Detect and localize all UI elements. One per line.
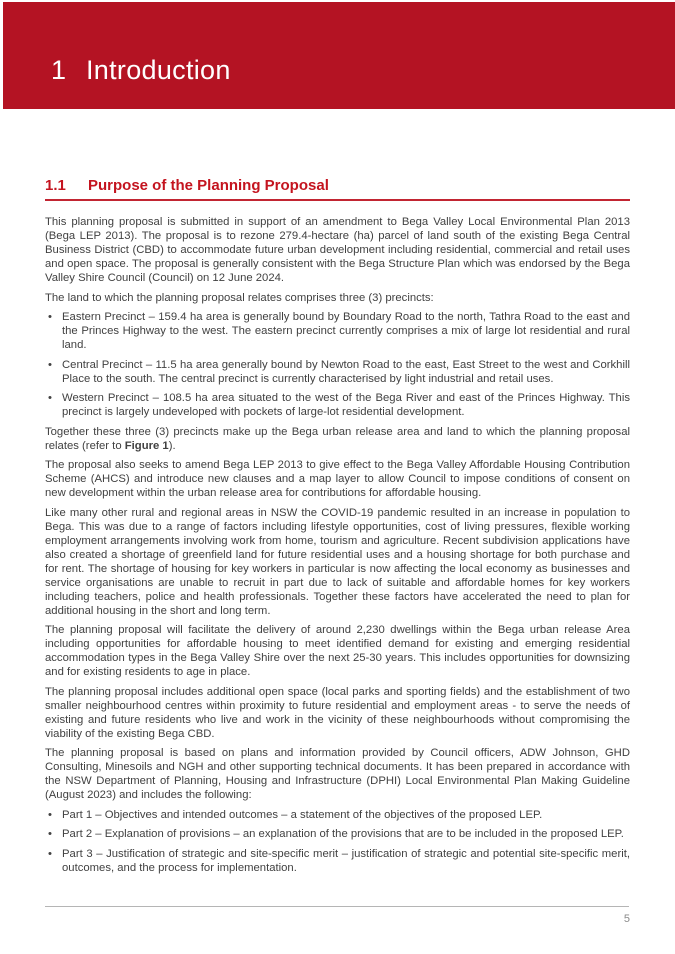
chapter-banner bbox=[3, 2, 675, 109]
list-item-part-1: • Part 1 – Objectives and intended outcomes – a statement of the objectives of the proposed LEP. bbox=[45, 808, 630, 822]
precinct-list bbox=[45, 310, 630, 419]
section-title: Purpose of the Planning Proposal bbox=[88, 177, 329, 194]
list-item-western-precinct: • Western Precinct – 108.5 ha area situated to the west of the Bega River and east of the Princes Highway. This precinct is largely undeveloped with pockets of large-lot residential development. bbox=[45, 391, 630, 419]
list-item-part-3: • Part 3 – Justification of strategic and site-specific merit – justification of strategic and potential site-specific merit, outcomes, and the process for implementation. bbox=[45, 847, 630, 875]
paragraph-together bbox=[45, 425, 630, 453]
paragraph-ahcs: The proposal also seeks to amend Bega LEP 2013 to give effect to the Bega Valley Affordable Housing Contribution Scheme (AHCS) and introduce new clauses and a map layer to allow Council to impose conditions of consent on new development within the urban release area for contributions for affordable housing. bbox=[45, 459, 630, 499]
page-content bbox=[45, 176, 630, 880]
paragraph-dwellings: The planning proposal will facilitate the delivery of around 2,230 dwellings within the Bega urban release Area including opportunities for affordable housing to meet identified demand for existing and emerging residential accommodation types in the Bega Valley Shire over the next 25-30 years. This includes opportunities for downsizing and for existing residents to age in place. bbox=[45, 624, 630, 678]
paragraph-basis: The planning proposal is based on plans and information provided by Council officers, ADW Johnson, GHD Consulting, Minesoils and NGH and other supporting technical documents. It has been prepared in accordance with the NSW Department of Planning, Housing and Infrastructure (DPHI) Local Environmental Plan Making Guideline (August 2023) and includes the following: bbox=[45, 747, 630, 801]
paragraph-covid: Like many other rural and regional areas in NSW the COVID-19 pandemic resulted in an increase in population to Bega. This was due to a range of factors including lifestyle opportunities, cost of living pressures, flexible working employment arrangements involving work from home, tourism and agriculture. Recent subdivision applications have also created a shortage of greenfield land for future residential uses and a housing shortage for both purchase and for rent. The shortage of housing for key workers in particular is now affecting the local economy as businesses and service organisations are unable to recruit in part due to lack of suitable and affordable homes for key workers including teachers, police and health professionals. Together these factors have accelerated the need to plan for additional housing in the short and long term. bbox=[45, 506, 630, 617]
footer-divider bbox=[45, 906, 629, 907]
figure-1-reference: Figure 1 bbox=[124, 439, 169, 452]
list-item-central-precinct: • Central Precinct – 11.5 ha area generally bound by Newton Road to the east, East Street to the west and Corkhill Place to the south. The central precinct is currently characterised by light industrial and retail uses. bbox=[45, 358, 630, 386]
chapter-title: Introduction bbox=[86, 55, 231, 85]
section-number: 1.1 bbox=[45, 177, 66, 194]
paragraph-together-suffix: ). bbox=[168, 439, 176, 452]
paragraph-precincts-lead: The land to which the planning proposal relates comprises three (3) precincts: bbox=[45, 291, 434, 304]
page-number: 5 bbox=[623, 913, 630, 925]
list-item-part-2: • Part 2 – Explanation of provisions – an explanation of the provisions that are to be included in the proposed LEP. bbox=[45, 827, 630, 841]
parts-list bbox=[45, 808, 630, 875]
paragraph-open-space: The planning proposal includes additional open space (local parks and sporting fields) and the establishment of two smaller neighbourhood centres within proximity to future residential and employment areas - to serve the needs of existing and future residents who live and work in the vicinity of these neighbourhoods without compromising the viability of the existing Bega CBD. bbox=[45, 685, 630, 740]
list-item-eastern-precinct: • Eastern Precinct – 159.4 ha area is generally bound by Boundary Road to the north, Tathra Road to the east and the Princes Highway to the west. The eastern precinct currently comprises a mix of large lot residential and rural land. bbox=[45, 310, 630, 352]
paragraph-together-prefix: Together these three (3) precincts make up the Bega urban release area and land to which the planning proposal relates (refer to bbox=[45, 425, 630, 452]
chapter-number: 1 bbox=[51, 55, 67, 85]
paragraph-intro: This planning proposal is submitted in support of an amendment to Bega Valley Local Environmental Plan 2013 (Bega LEP 2013). The proposal is to rezone 279.4-hectare (ha) parcel of land south of the existing Bega Central Business District (CBD) to accommodate future urban development including residential, commercial and retail uses and open space. The proposal is generally consistent with the Bega Structure Plan which was endorsed by the Bega Valley Shire Council (Council) on 12 June 2024. bbox=[45, 216, 630, 284]
section-heading bbox=[45, 176, 630, 201]
